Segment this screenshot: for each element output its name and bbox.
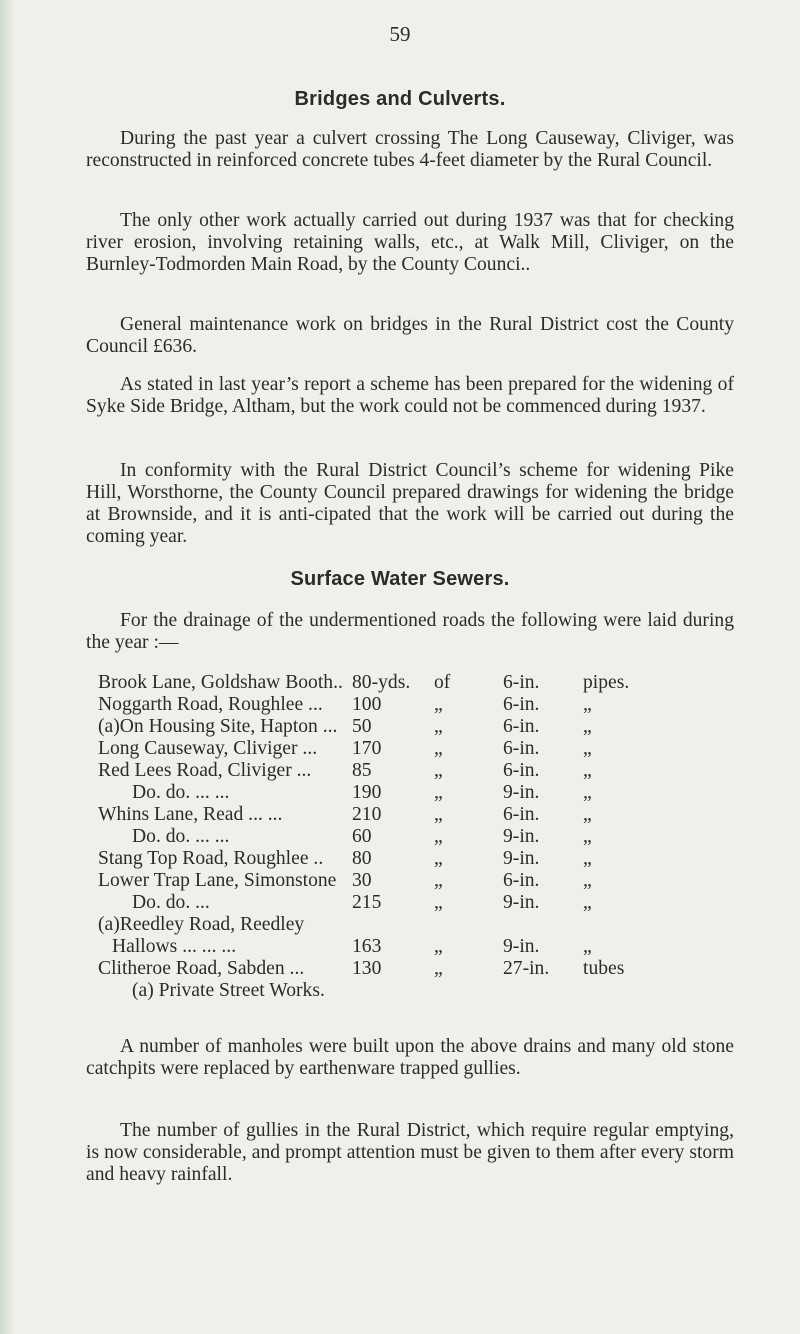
size-value: 6-in. [503, 716, 540, 737]
type-value: „ [583, 716, 592, 737]
length-value: 85 [352, 760, 372, 781]
page-number: 59 [389, 22, 411, 46]
of-value: „ [434, 892, 443, 913]
table-row [98, 848, 738, 870]
length-value: 80 [352, 848, 372, 869]
paragraph-culvert: During the past year a culvert crossing The Long Causeway, Cliviger, was reconstructed in reinforced concrete tubes 4-feet diameter by the Rural Council. [86, 128, 734, 171]
table-row [98, 826, 738, 848]
type-value: „ [583, 848, 592, 869]
table-row [98, 782, 738, 804]
road-name: Brook Lane, Goldshaw Booth.. [98, 672, 343, 693]
table-row [98, 914, 738, 958]
road-name: (a)On Housing Site, Hapton ... [98, 716, 338, 737]
paragraph-syke-side: As stated in last year’s report a scheme has been prepared for the widening of Syke Side Bridge, Altham, but the work could not be commenced during 1937. [86, 374, 734, 417]
size-value: 6-in. [503, 672, 540, 693]
size-value: 9-in. [503, 782, 540, 803]
size-value: 9-in. [503, 892, 540, 913]
table-row [98, 804, 738, 826]
length-value: 50 [352, 716, 372, 737]
paragraph-manholes: A number of manholes were built upon the above drains and many old stone catchpits were replaced by earthenware trapped gullies. [86, 1036, 734, 1079]
length-value: 215 [352, 892, 382, 913]
type-value: „ [583, 782, 592, 803]
table-row [98, 760, 738, 782]
length-value: 60 [352, 826, 372, 847]
table-footnote: (a) Private Street Works. [132, 980, 325, 1001]
length-value: 190 [352, 782, 382, 803]
table-row [98, 672, 738, 694]
of-value: „ [434, 716, 443, 737]
type-value: „ [583, 804, 592, 825]
sewers-table [98, 672, 738, 1002]
size-value: 6-in. [503, 738, 540, 759]
heading-bridges-and-culverts: Bridges and Culverts. [294, 88, 506, 110]
of-value: „ [434, 958, 443, 979]
length-value: 100 [352, 694, 382, 715]
type-value: „ [583, 936, 592, 957]
size-value: 6-in. [503, 804, 540, 825]
type-value: „ [583, 892, 592, 913]
table-row [98, 738, 738, 760]
paragraph-pike-hill: In conformity with the Rural District Council’s scheme for widening Pike Hill, Worsthorne, the County Council prepared drawings for widening the bridge at Brownside, and it is anti-cipated that the work will be carried out during the coming year. [86, 460, 734, 547]
of-value: „ [434, 826, 443, 847]
road-name-line1: (a)Reedley Road, Reedley [98, 914, 305, 935]
table-row [98, 958, 738, 980]
table-row [98, 892, 738, 914]
size-value: 6-in. [503, 870, 540, 891]
type-value: „ [583, 738, 592, 759]
of-value: „ [434, 760, 443, 781]
length-value: 30 [352, 870, 372, 891]
road-name: Do. do. ... ... [132, 826, 230, 847]
road-name: Do. do. ... [132, 892, 210, 913]
type-value: tubes [583, 958, 625, 979]
of-value: „ [434, 782, 443, 803]
paragraph-sewers-intro: For the drainage of the undermentioned roads the following were laid during the year :— [86, 610, 734, 653]
size-value: 6-in. [503, 694, 540, 715]
heading-surface-water-sewers: Surface Water Sewers. [290, 568, 510, 590]
road-name: Noggarth Road, Roughlee ... [98, 694, 323, 715]
length-value: 130 [352, 958, 382, 979]
length-value: 80-yds. [352, 672, 411, 693]
size-value: 27-in. [503, 958, 550, 979]
size-value: 9-in. [503, 936, 540, 957]
road-name: Red Lees Road, Cliviger ... [98, 760, 312, 781]
of-value: of [434, 672, 451, 693]
road-name [98, 914, 304, 958]
table-footnote-row [98, 980, 738, 1002]
paragraph-river-erosion: The only other work actually carried out during 1937 was that for checking river erosion, involving retaining walls, etc., at Walk Mill, Cliviger, on the Burnley-Todmorden Main Road, by the County Counci.. [86, 210, 734, 275]
of-value: „ [434, 804, 443, 825]
of-value: „ [434, 936, 443, 957]
length-value: 163 [352, 936, 382, 957]
type-value: „ [583, 694, 592, 715]
size-value: 6-in. [503, 760, 540, 781]
road-name: Clitheroe Road, Sabden ... [98, 958, 305, 979]
road-name: Stang Top Road, Roughlee .. [98, 848, 324, 869]
road-name: Do. do. ... ... [132, 782, 230, 803]
type-value: pipes. [583, 672, 630, 693]
road-name: Long Causeway, Cliviger ... [98, 738, 318, 759]
length-value: 170 [352, 738, 382, 759]
road-name-line2: Hallows ... ... ... [112, 936, 237, 957]
type-value: „ [583, 760, 592, 781]
paragraph-gullies: The number of gullies in the Rural District, which require regular emptying, is now considerable, and prompt attention must be given to them after every storm and heavy rainfall. [86, 1120, 734, 1185]
of-value: „ [434, 870, 443, 891]
table-row [98, 870, 738, 892]
of-value: „ [434, 848, 443, 869]
type-value: „ [583, 826, 592, 847]
table-row [98, 694, 738, 716]
of-value: „ [434, 738, 443, 759]
size-value: 9-in. [503, 826, 540, 847]
of-value: „ [434, 694, 443, 715]
size-value: 9-in. [503, 848, 540, 869]
type-value: „ [583, 870, 592, 891]
road-name: Whins Lane, Read ... ... [98, 804, 283, 825]
paragraph-maintenance: General maintenance work on bridges in the Rural District cost the County Council £636. [86, 314, 734, 357]
table-row [98, 716, 738, 738]
length-value: 210 [352, 804, 382, 825]
road-name: Lower Trap Lane, Simonstone [98, 870, 337, 891]
